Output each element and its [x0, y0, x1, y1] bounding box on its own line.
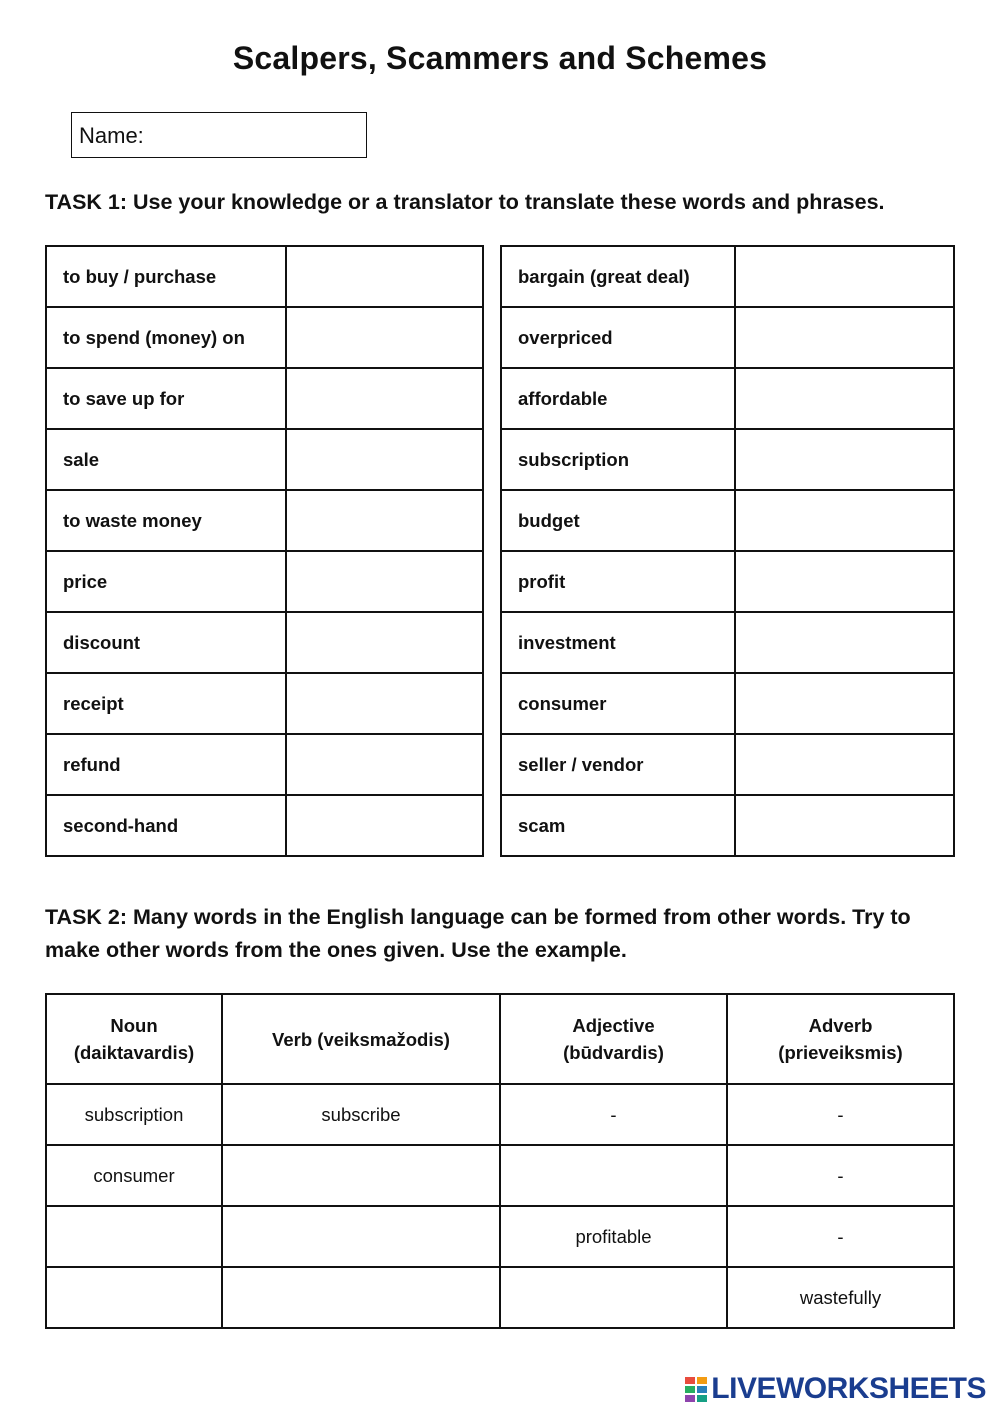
- name-input[interactable]: [150, 125, 334, 150]
- table-row: [501, 795, 954, 856]
- translation-input[interactable]: [287, 552, 482, 611]
- column-header-adjective: Adjective (būdvardis): [500, 994, 727, 1084]
- worksheet-title: Scalpers, Scammers and Schemes: [232, 40, 768, 76]
- verb-answer-input[interactable]: [223, 1206, 503, 1267]
- vocab-word: profit: [501, 551, 735, 612]
- translation-input[interactable]: [736, 369, 953, 428]
- translation-input[interactable]: [287, 430, 482, 489]
- table-row: [46, 307, 483, 368]
- adjective-answer-input[interactable]: [501, 1145, 730, 1206]
- translation-input[interactable]: [736, 247, 953, 306]
- table-row: [46, 246, 483, 307]
- translation-input[interactable]: [736, 613, 953, 672]
- given-word: -: [727, 1206, 954, 1267]
- liveworksheets-logo-icon: [684, 1375, 708, 1403]
- table-row: [501, 551, 954, 612]
- translation-input[interactable]: [736, 674, 953, 733]
- table-row: [501, 368, 954, 429]
- name-label: Name:: [79, 123, 144, 148]
- translation-input[interactable]: [736, 552, 953, 611]
- table-row: [501, 429, 954, 490]
- verb-answer-input[interactable]: [223, 1267, 503, 1328]
- given-word: -: [500, 1084, 727, 1145]
- vocab-word: to spend (money) on: [46, 307, 286, 368]
- given-word: -: [727, 1084, 954, 1145]
- table-row: [501, 673, 954, 734]
- table-row: [46, 1145, 954, 1206]
- vocab-word: budget: [501, 490, 735, 551]
- vocab-word: to save up for: [46, 368, 286, 429]
- translation-input[interactable]: [287, 796, 482, 855]
- translation-input[interactable]: [287, 369, 482, 428]
- translation-input[interactable]: [287, 247, 482, 306]
- translation-input[interactable]: [287, 491, 482, 550]
- vocab-word: to buy / purchase: [46, 246, 286, 307]
- logo-text: LIVEWORKSHEETS: [711, 1372, 986, 1405]
- table-row: [501, 734, 954, 795]
- translation-input[interactable]: [736, 308, 953, 367]
- table-row: [501, 307, 954, 368]
- table-row: [501, 612, 954, 673]
- liveworksheets-logo: [684, 1372, 986, 1406]
- vocab-word: refund: [46, 734, 286, 795]
- table-row: [46, 612, 483, 673]
- vocab-word: seller / vendor: [501, 734, 735, 795]
- vocab-word: overpriced: [501, 307, 735, 368]
- table-row: [46, 551, 483, 612]
- vocab-word: scam: [501, 795, 735, 856]
- task2-instructions: TASK 2: Many words in the English language can be formed from other words. Try to make other words from the ones given. Use the example.: [45, 905, 911, 962]
- table-row: [46, 734, 483, 795]
- translation-input[interactable]: [736, 735, 953, 794]
- translation-input[interactable]: [736, 491, 953, 550]
- column-header-noun: Noun (daiktavardis): [46, 994, 222, 1084]
- vocab-word: price: [46, 551, 286, 612]
- table-row: [501, 246, 954, 307]
- vocab-word: investment: [501, 612, 735, 673]
- noun-answer-input[interactable]: [47, 1206, 225, 1267]
- given-word: profitable: [500, 1206, 727, 1267]
- task1-instructions: TASK 1: Use your knowledge or a translator to translate these words and phrases.: [45, 190, 885, 214]
- table-row: [46, 795, 483, 856]
- given-word: wastefully: [727, 1267, 954, 1328]
- vocab-word: to waste money: [46, 490, 286, 551]
- vocab-word: sale: [46, 429, 286, 490]
- column-header-verb: Verb (veiksmažodis): [222, 994, 500, 1084]
- vocab-word: receipt: [46, 673, 286, 734]
- table-row: [46, 673, 483, 734]
- translation-input[interactable]: [736, 430, 953, 489]
- header-row: [46, 994, 954, 1084]
- table-row: [46, 1267, 954, 1328]
- column-header-adverb: Adverb (prieveiksmis): [727, 994, 954, 1084]
- noun-answer-input[interactable]: [47, 1267, 225, 1328]
- vocab-table-right: [500, 245, 955, 857]
- verb-answer-input[interactable]: [223, 1145, 503, 1206]
- table-row: [46, 490, 483, 551]
- translation-input[interactable]: [287, 308, 482, 367]
- vocab-word: bargain (great deal): [501, 246, 735, 307]
- vocab-word: second-hand: [46, 795, 286, 856]
- translation-input[interactable]: [287, 674, 482, 733]
- table-row: [46, 368, 483, 429]
- table-row: [501, 490, 954, 551]
- translation-input[interactable]: [287, 735, 482, 794]
- given-word: subscribe: [222, 1084, 500, 1145]
- table-row: [46, 1206, 954, 1267]
- given-word: -: [727, 1145, 954, 1206]
- word-formation-table: [45, 993, 955, 1329]
- vocab-word: discount: [46, 612, 286, 673]
- vocab-word: subscription: [501, 429, 735, 490]
- given-word: consumer: [46, 1145, 222, 1206]
- table-row: [46, 1084, 954, 1145]
- translation-input[interactable]: [287, 613, 482, 672]
- adjective-answer-input[interactable]: [501, 1267, 730, 1328]
- vocab-word: affordable: [501, 368, 735, 429]
- table-row: [46, 429, 483, 490]
- name-field-box: [71, 112, 367, 158]
- vocab-word: consumer: [501, 673, 735, 734]
- translation-input[interactable]: [736, 796, 953, 855]
- vocab-table-left: [45, 245, 484, 857]
- given-word: subscription: [46, 1084, 222, 1145]
